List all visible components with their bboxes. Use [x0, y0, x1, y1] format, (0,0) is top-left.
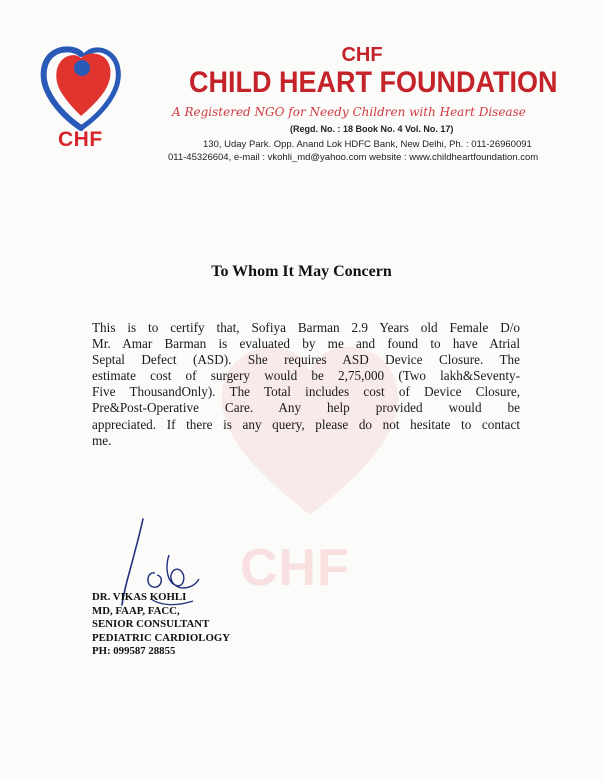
logo-text: CHF [58, 128, 103, 151]
signatory-block [92, 591, 230, 659]
signatory-name: DR. VIKAS KOHLI [92, 591, 187, 603]
address-line-1: 130, Uday Park. Opp. Anand Lok HDFC Bank, New Delhi, Ph. : 011-26960091 [203, 139, 532, 150]
registration-number: (Regd. No. : 18 Book No. 4 Vol. No. 17) [290, 124, 454, 134]
body-line: Five ThousandOnly). The Total includes cost of Device Closure, [92, 384, 520, 400]
body-line: This is to certify that, Sofiya Barman 2.9 Years old Female D/o [92, 320, 520, 335]
body-line: Mr. Amar Barman is evaluated by me and found to have Atrial [92, 336, 520, 352]
body-line: estimate cost of surgery would be 2,75,000 (Two lakh&Seventy- [92, 368, 520, 384]
signatory-qualifications: MD, FAAP, FACC, [92, 604, 180, 617]
body-line: Pre&Post-Operative Care. Any help provided would be [92, 400, 520, 416]
org-name: CHILD HEART FOUNDATION [189, 66, 558, 99]
signatory-position: SENIOR CONSULTANT [92, 618, 210, 631]
letter-heading: To Whom It May Concern [211, 263, 392, 280]
body-line: me. [92, 432, 112, 448]
letter-body [92, 320, 520, 449]
address-line-2: 011-45326604, e-mail : vkohli_md@yahoo.com website : www.childheartfoundation.com [168, 152, 539, 163]
background-logo-text: CHF [240, 539, 350, 597]
org-abbreviation: CHF [341, 44, 383, 66]
signatory-department: PEDIATRIC CARDIOLOGY [92, 631, 231, 644]
signatory-phone: PH: 099587 28855 [92, 645, 176, 658]
body-line: Septal Defect (ASD). She requires ASD Device Closure. The [92, 352, 520, 368]
org-tagline: A Registered NGO for Needy Children with Heart Disease [172, 105, 526, 119]
body-line: appreciated. If there is any query, please do not hesitate to contact [92, 416, 520, 432]
